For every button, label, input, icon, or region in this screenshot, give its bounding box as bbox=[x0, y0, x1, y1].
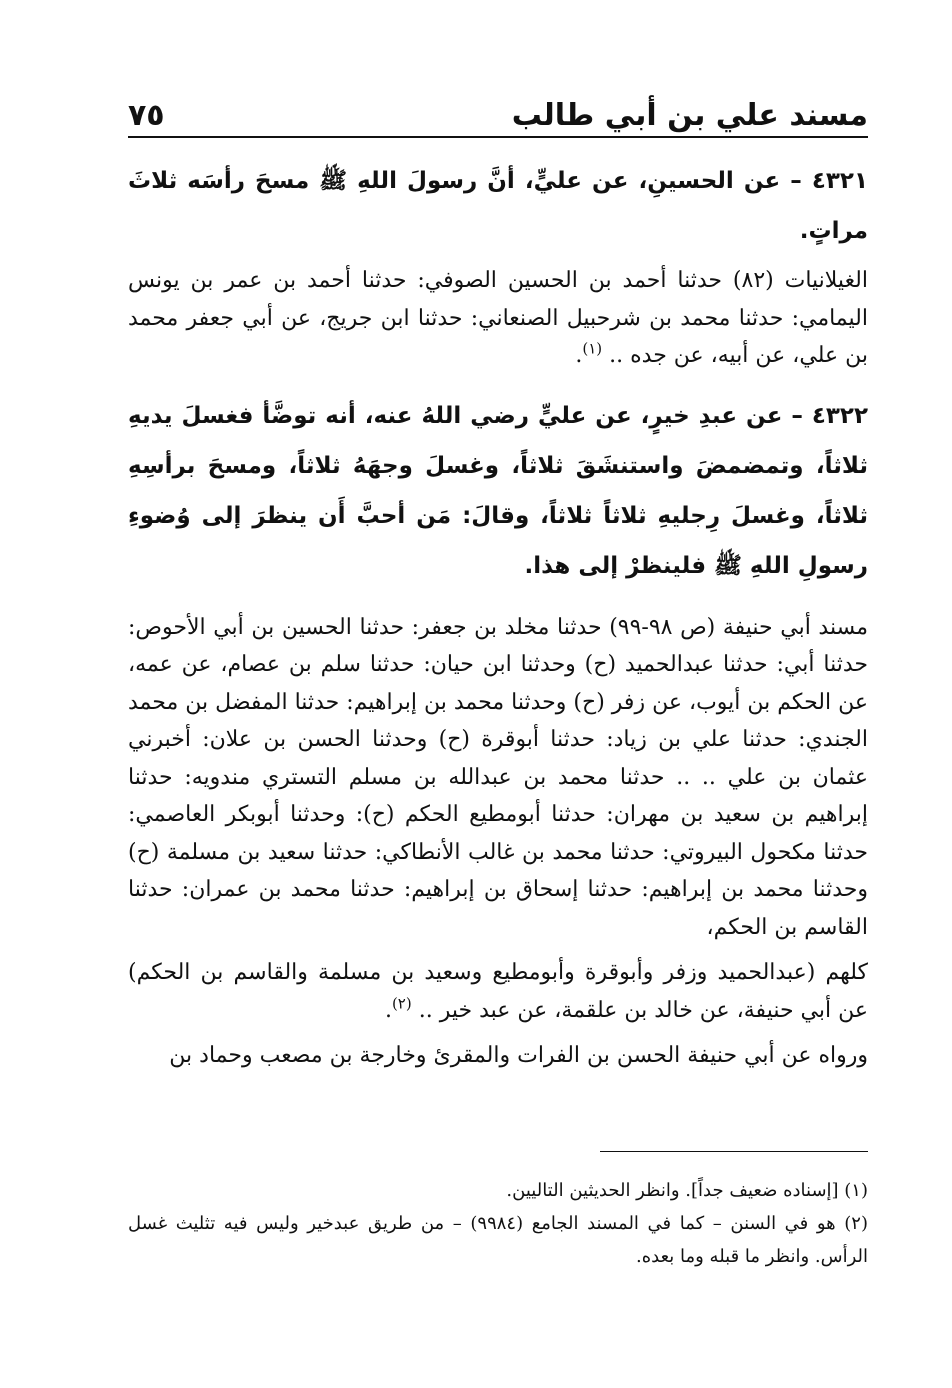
footnote-ref-2: (٢) bbox=[391, 994, 412, 1013]
header-title: مسند علي بن أبي طالب bbox=[511, 98, 868, 133]
hadith-4322-text: ٤٣٢٢ – عن عبدِ خيرٍ، عن عليٍّ رضي اللهُ عنه، أنه توضَّأ فغسلَ يديهِ ثلاثاً، وتمضمضَ واستنشَقَ ثلاثاً، وغسلَ وجهَهُ ثلاثاً، ومسحَ برأسِهِ ثلاثاً، وغسلَ رِجليهِ ثلاثاً ثلاثاً، وقالَ: مَن أحبَّ أَن ينظرَ إلى وُضوءِ رسولِ اللهِ ﷺ فلينظرْ إلى هذا. bbox=[128, 402, 868, 579]
page-number: ٧٥ bbox=[128, 98, 165, 133]
hadith-4322-source-3: ورواه عن أبي حنيفة الحسن بن الفرات والمقرئ وخارجة بن مصعب وحماد بن bbox=[169, 1043, 868, 1068]
hadith-4322-source-2: كلهم (عبدالحميد وزفر وأبوقرة وأبومطيع وسعيد بن مسلمة والقاسم بن الحكم) عن أبي حنيفة، عن خالد بن علقمة، عن عبد خير .. $^{(٢)}$. bbox=[128, 960, 868, 1023]
hadith-4321-source: الغيلانيات (٨٢) حدثنا أحمد بن الحسين الصوفي: حدثنا أحمد بن عمر بن يونس اليمامي: حدثنا محمد بن شرحبيل الصنعاني: حدثنا ابن جريج، عن أبي جعفر محمد بن علي، عن أبيه، عن جده .. $^{(١)}$. bbox=[128, 268, 868, 368]
footnote-separator bbox=[600, 1151, 868, 1152]
running-header bbox=[128, 88, 868, 138]
footnotes bbox=[128, 1174, 868, 1273]
hadith-4322-source-2-text: كلهم (عبدالحميد وزفر وأبوقرة وأبومطيع وسعيد بن مسلمة والقاسم بن الحكم) عن أبي حنيفة، عن خالد بن علقمة، عن عبد خير .. bbox=[128, 960, 868, 1023]
book-page bbox=[128, 88, 868, 1328]
hadith-4321-text: ٤٣٢١ – عن الحسينِ، عن عليٍّ، أنَّ رسولَ اللهِ ﷺ مسحَ رأسَه ثلاثَ مراتٍ. bbox=[128, 168, 868, 244]
footnote-ref-1: (١) bbox=[582, 339, 603, 358]
footnote-2: (٢) هو في السنن – كما في المسند الجامع (٩٩٨٤) – من طريق عبدخير وليس فيه تثليث غسل الرأس. وانظر ما قبله وما بعده. bbox=[128, 1213, 868, 1267]
hadith-4322-source-1: مسند أبي حنيفة (ص ٩٨-٩٩) حدثنا مخلد بن جعفر: حدثنا الحسين بن أبي الأحوص: حدثنا أبي: حدثنا عبدالحميد (ح) وحدثنا ابن حيان: حدثنا سلم بن عصام، عن عمه، عن الحكم بن أيوب، عن زفر (ح) وحدثنا محمد بن إبراهيم: حدثنا المفضل بن محمد الجندي: حدثنا علي بن زياد: حدثنا أبوقرة (ح) وحدثنا الحسن بن علان: أخبرني عثمان بن علي .. .. حدثنا محمد بن عبدالله بن مسلم التستري مندويه: حدثنا إبراهيم بن سعيد بن مهران: حدثنا أبومطيع الحكم (ح): وحدثنا أبوبكر العاصمي: حدثنا مكحول البيروتي: حدثنا محمد بن غالب الأنطاكي: حدثنا سعيد بن مسلمة (ح) وحدثنا محمد بن إبراهيم: حدثنا إسحاق بن إبراهيم: حدثنا محمد بن عمران: حدثنا القاسم بن الحكم، bbox=[128, 614, 868, 940]
hadith-4321-source-text: الغيلانيات (٨٢) حدثنا أحمد بن الحسين الصوفي: حدثنا أحمد بن عمر بن يونس اليمامي: حدثنا محمد بن شرحبيل الصنعاني: حدثنا ابن جريج، عن أبي جعفر محمد بن علي، عن أبيه، عن جده .. bbox=[128, 268, 868, 368]
footnote-1: (١) [إسناده ضعيف جداً]. وانظر الحديثين التاليين. bbox=[506, 1180, 868, 1201]
